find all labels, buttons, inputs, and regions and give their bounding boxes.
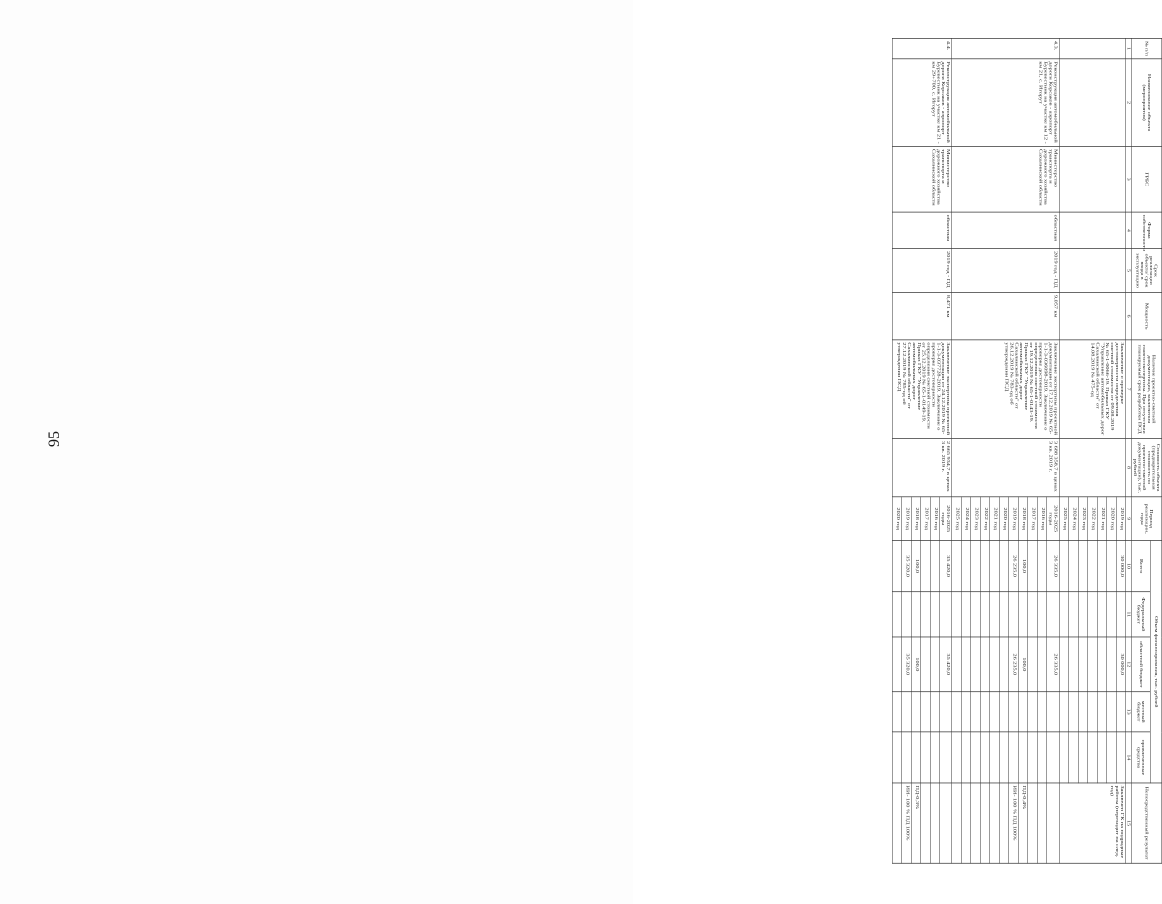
cell-total xyxy=(1037,541,1047,592)
cell-obl xyxy=(1028,637,1038,692)
cell-fed xyxy=(921,592,931,637)
colnum: 5 xyxy=(1126,249,1132,293)
cell-obl xyxy=(999,637,1009,692)
cell-total xyxy=(961,541,971,592)
cell-obl xyxy=(1037,637,1047,692)
cell-year: 2021 год xyxy=(990,497,1000,541)
cell-attracted xyxy=(892,732,902,783)
cell-total xyxy=(990,541,1000,592)
cell-total: 100,0 xyxy=(1018,541,1028,592)
header-row xyxy=(1150,38,1161,863)
cell-total: 35 320,0 xyxy=(902,541,912,592)
table-body xyxy=(892,38,1126,863)
cell-obl: 26 335,0 xyxy=(1047,637,1059,692)
cell-total xyxy=(1107,541,1117,592)
header-num: № п/п xyxy=(1132,38,1162,58)
cell-year: 2017 год xyxy=(921,497,931,541)
cell-local xyxy=(980,692,990,732)
cell-year: 2017 год xyxy=(1028,497,1038,541)
cell-attracted xyxy=(1097,732,1107,783)
colnum: 2 xyxy=(1126,59,1132,147)
cell-attracted xyxy=(961,732,971,783)
cell-attracted xyxy=(921,732,931,783)
cell-total: 26 235,0 xyxy=(1009,541,1019,592)
cell-fed xyxy=(971,592,981,637)
table-row xyxy=(1047,38,1059,863)
cell-total xyxy=(952,541,962,592)
cell-year: 2024 год xyxy=(961,497,971,541)
cell-fed xyxy=(1018,592,1028,637)
cell-obl: 26 235,0 xyxy=(1009,637,1019,692)
cell-grbs: Министерство транспорта и дорожного хозяйства Сахалинской области xyxy=(952,146,1059,212)
cell-obl xyxy=(1097,637,1107,692)
cell-obl: 100,0 xyxy=(1018,637,1028,692)
cell-fed xyxy=(892,592,902,637)
cell-fed xyxy=(911,592,921,637)
cell-attracted xyxy=(971,732,981,783)
cell-year: 2016 год xyxy=(930,497,940,541)
cell-result xyxy=(952,783,962,863)
cell-total: 100,0 xyxy=(911,541,921,592)
cell-fed xyxy=(1116,592,1126,637)
cell-local xyxy=(1059,692,1069,732)
empty-cell xyxy=(1059,38,1126,58)
cell-fed xyxy=(1088,592,1098,637)
cell-total: 26 335,0 xyxy=(1047,541,1059,592)
cell-local xyxy=(1047,692,1059,732)
cell-total xyxy=(892,541,902,592)
cell-name: Реконструкция автомобильной дороги Корсаков - аэропорт Буревестник на участке км 21 - км 29+700, с. Игорут xyxy=(892,59,952,147)
cell-local xyxy=(999,692,1009,732)
cell-fed xyxy=(1097,592,1107,637)
cell-attracted xyxy=(952,732,962,783)
colnum: 7 xyxy=(1126,340,1132,439)
header-local: местный бюджет xyxy=(1132,692,1151,732)
cell-attracted xyxy=(1009,732,1019,783)
cell-total: 30 000,0 xyxy=(1116,541,1126,592)
cell-local xyxy=(902,692,912,732)
cell-year: 2020 год xyxy=(1107,497,1117,541)
empty-cell xyxy=(1059,292,1126,339)
cell-total xyxy=(930,541,940,592)
cell-attracted xyxy=(1028,732,1038,783)
cell-obl xyxy=(971,637,981,692)
cell-fed xyxy=(930,592,940,637)
header-cost: Стоимость объекта (предварительная стоимость по проектно-сметной документации), тыс. рублей xyxy=(1132,438,1162,496)
cell-result xyxy=(930,783,940,863)
cell-attracted xyxy=(911,732,921,783)
header-grbs: ГРБС xyxy=(1132,146,1162,212)
cell-local xyxy=(1037,692,1047,732)
header-term: Срок реализации объекта/ срок ввода в эксплуатацию xyxy=(1132,249,1162,293)
cell-total xyxy=(999,541,1009,592)
cell-attracted xyxy=(902,732,912,783)
cell-result xyxy=(961,783,971,863)
header-form: Форма собственности xyxy=(1132,212,1162,249)
cell-total xyxy=(1059,541,1069,592)
cell-year: 2020 год xyxy=(892,497,902,541)
cell-attracted xyxy=(990,732,1000,783)
cell-attracted xyxy=(1047,732,1059,783)
colnum: 3 xyxy=(1126,146,1132,212)
cell-result xyxy=(1047,783,1059,863)
cell-fed xyxy=(1037,592,1047,637)
cell-year: 2021 год xyxy=(1097,497,1107,541)
cell-local xyxy=(952,692,962,732)
cell-local xyxy=(911,692,921,732)
cell-year: 2018 год xyxy=(1018,497,1028,541)
cell-year: 2020 год xyxy=(999,497,1009,541)
cell-cost: 3 688 358,7 в ценах 3 кв. 2019 г. xyxy=(952,438,1059,496)
cell-obl xyxy=(961,637,971,692)
cell-attracted xyxy=(980,732,990,783)
cell-local xyxy=(961,692,971,732)
cell-attracted xyxy=(1116,732,1126,783)
cell-year: 2016-2025 годы xyxy=(940,497,952,541)
header-period: Период реализации, годы xyxy=(1132,497,1162,541)
cell-obl xyxy=(1059,637,1069,692)
colnum: 13 xyxy=(1126,692,1132,732)
header-total: Всего xyxy=(1132,541,1151,592)
cell-fed xyxy=(961,592,971,637)
colnum: 11 xyxy=(1126,592,1132,637)
cell-obl xyxy=(1069,637,1079,692)
header-obl: областной бюджет xyxy=(1132,637,1151,692)
cell-fed xyxy=(1069,592,1079,637)
cell-total xyxy=(1088,541,1098,592)
cell-result xyxy=(892,783,902,863)
header-attracted: привлеченные средства xyxy=(1132,732,1151,783)
cell-fed xyxy=(1107,592,1117,637)
empty-cell xyxy=(1059,59,1126,147)
cell-fed xyxy=(902,592,912,637)
cell-total xyxy=(1097,541,1107,592)
cell-obl: 35 320,0 xyxy=(902,637,912,692)
header-result: Непосредственный результат xyxy=(1132,783,1162,863)
cell-year: 2016 год xyxy=(1037,497,1047,541)
cell-year: 2022 год xyxy=(980,497,990,541)
cell-obl xyxy=(952,637,962,692)
cell-local xyxy=(1097,692,1107,732)
cell-year: 2019 год xyxy=(1116,497,1126,541)
cell-power: 8,471 км xyxy=(892,292,952,339)
cell-attracted xyxy=(1037,732,1047,783)
colnum: 12 xyxy=(1126,637,1132,692)
cell-attracted xyxy=(1069,732,1079,783)
cell-psd: Заключение экспертизы проектной документации от 24.12.2019 № 65-1-1-3-037728-2019. Заключение о проверке достоверности определения сметной стоимости от 25.12.2019 № 65-1-0149-19. Приказ ГКУ "Управление автомобильных дорог Сахалинской области" от 27.12.2019 № 785-од об утверждении ПСД xyxy=(892,340,952,439)
cell-num: 4.4. xyxy=(892,38,952,58)
cell-local xyxy=(1088,692,1098,732)
cell-local xyxy=(1107,692,1117,732)
cell-local xyxy=(1116,692,1126,732)
cell-obl xyxy=(990,637,1000,692)
colnum: 15 xyxy=(1126,783,1132,863)
cell-fed xyxy=(999,592,1009,637)
cell-attracted xyxy=(940,732,952,783)
cell-obl xyxy=(1078,637,1088,692)
header-psd: Наличие проектно-сметной документации, заключения главгосэкспертизы. При отсутствии планируемый срок разработки ПСД xyxy=(1132,340,1162,439)
cell-year: 2022 год xyxy=(1088,497,1098,541)
cell-local xyxy=(990,692,1000,732)
cell-fed xyxy=(952,592,962,637)
cell-fed xyxy=(1059,592,1069,637)
table-row xyxy=(940,38,952,863)
empty-cell xyxy=(1059,146,1126,212)
colnum: 6 xyxy=(1126,292,1132,339)
cell-result xyxy=(1028,783,1038,863)
cell-result xyxy=(980,783,990,863)
rotated-table-wrapper xyxy=(612,38,1162,863)
cell-fed xyxy=(990,592,1000,637)
header-power: Мощность xyxy=(1132,292,1162,339)
header-fed: Федеральный бюджет xyxy=(1132,592,1151,637)
cell-fed xyxy=(940,592,952,637)
cell-result: ИИ- 100 % ПД 100% xyxy=(902,783,912,863)
cell-local xyxy=(921,692,931,732)
cell-obl: 100,0 xyxy=(911,637,921,692)
cell-attracted xyxy=(1078,732,1088,783)
column-number-row xyxy=(1126,38,1132,863)
cell-local xyxy=(1069,692,1079,732)
cell-year: 2019 год xyxy=(1009,497,1019,541)
cell-result xyxy=(999,783,1009,863)
cell-year: 2023 год xyxy=(1078,497,1088,541)
cell-fed xyxy=(980,592,990,637)
cell-year: 2019 год xyxy=(902,497,912,541)
cell-local xyxy=(940,692,952,732)
cell-obl xyxy=(1088,637,1098,692)
cell-year: 2025 год xyxy=(1059,497,1069,541)
colnum: 8 xyxy=(1126,438,1132,496)
empty-cell xyxy=(1059,249,1126,293)
cell-power: 9,057 км xyxy=(952,292,1059,339)
cell-obl xyxy=(1107,637,1117,692)
cell-year: 2024 год xyxy=(1069,497,1079,541)
cell-result xyxy=(1037,783,1047,863)
financing-table xyxy=(892,38,1162,864)
cell-result: Заключен ГК на подрядные работы (переходит на след. год) xyxy=(1059,783,1126,863)
cell-result xyxy=(990,783,1000,863)
header-funding: Объем финансирования, тыс. рублей xyxy=(1150,541,1161,783)
cell-local xyxy=(892,692,902,732)
cell-term: 2019 год - ПД xyxy=(892,249,952,293)
colnum: 9 xyxy=(1126,497,1132,541)
cell-psd: Заключение экспертизы проектной документации от 17.12.2019 № 65-1-1-3-036098-2019. Заключение о проверке достоверности определения сметной стоимости от 19.12.2019 № 65-1-0143-19. Приказ ГКУ "Управление автомобильных дорог Сахалинской области" от 26.12.2019 № 783-од об утверждении ПСД xyxy=(952,340,1059,439)
cell-form: областная xyxy=(892,212,952,249)
cell-grbs: Министерство транспорта и дорожного хозяйства Сахалинской области xyxy=(892,146,952,212)
cell-obl xyxy=(892,637,902,692)
empty-cell xyxy=(1059,438,1126,496)
cell-local xyxy=(930,692,940,732)
cell-attracted xyxy=(999,732,1009,783)
cell-fed xyxy=(1047,592,1059,637)
cell-attracted xyxy=(1088,732,1098,783)
cell-result: ПД-0,3% xyxy=(911,783,921,863)
cell-total xyxy=(1069,541,1079,592)
cell-attracted xyxy=(930,732,940,783)
cell-name: Реконструкция автомобильной дороги Корсаков - аэропорт Буревестник на участке км 12 - км 21, с. Игорут xyxy=(952,59,1059,147)
cell-result xyxy=(940,783,952,863)
cell-result xyxy=(971,783,981,863)
page-number: 95 xyxy=(46,431,63,447)
cell-obl xyxy=(980,637,990,692)
cell-obl xyxy=(930,637,940,692)
cell-cost: 2 665 934,7 в ценах 3 кв. 2019 г. xyxy=(892,438,952,496)
empty-cell xyxy=(1059,212,1126,249)
cell-local xyxy=(971,692,981,732)
cell-form: областная xyxy=(952,212,1059,249)
colnum: 4 xyxy=(1126,212,1132,249)
cell-year: 2023 год xyxy=(971,497,981,541)
cell-total xyxy=(921,541,931,592)
cell-total xyxy=(971,541,981,592)
cell-obl: 35 420,0 xyxy=(940,637,952,692)
header-name: Наименование объекта (мероприятия) xyxy=(1132,59,1162,147)
table-row xyxy=(1116,38,1126,863)
cell-obl: 30 000,0 xyxy=(1116,637,1126,692)
cell-local xyxy=(1028,692,1038,732)
colnum: 1 xyxy=(1126,38,1132,58)
cell-year: 2018 год xyxy=(911,497,921,541)
cell-num: 4.3. xyxy=(952,38,1059,58)
colnum: 14 xyxy=(1126,732,1132,783)
cell-psd: Заключение о проверке достоверности определения сметной стоимости от 09.08.2019 № 65-1-0066-19. Приказ ГКУ "Управление автомобильных дорог Сахалинской области" от 14.08.2019 № 475-од xyxy=(1059,340,1126,439)
cell-local xyxy=(1078,692,1088,732)
cell-term: 2019 год - ПД xyxy=(952,249,1059,293)
cell-attracted xyxy=(1059,732,1069,783)
cell-fed xyxy=(1078,592,1088,637)
cell-attracted xyxy=(1018,732,1028,783)
cell-total xyxy=(980,541,990,592)
cell-local xyxy=(1018,692,1028,732)
cell-result: ИИ- 100 % ПД 100% xyxy=(1009,783,1019,863)
cell-obl xyxy=(921,637,931,692)
colnum: 10 xyxy=(1126,541,1132,592)
cell-fed xyxy=(1009,592,1019,637)
cell-local xyxy=(1009,692,1019,732)
cell-result: ПД-0,4% xyxy=(1018,783,1028,863)
cell-year: 2025 год xyxy=(952,497,962,541)
cell-total xyxy=(1028,541,1038,592)
cell-attracted xyxy=(1107,732,1117,783)
cell-result xyxy=(921,783,931,863)
cell-fed xyxy=(1028,592,1038,637)
cell-total xyxy=(1078,541,1088,592)
cell-total: 35 420,0 xyxy=(940,541,952,592)
cell-year: 2016-2025 годы xyxy=(1047,497,1059,541)
